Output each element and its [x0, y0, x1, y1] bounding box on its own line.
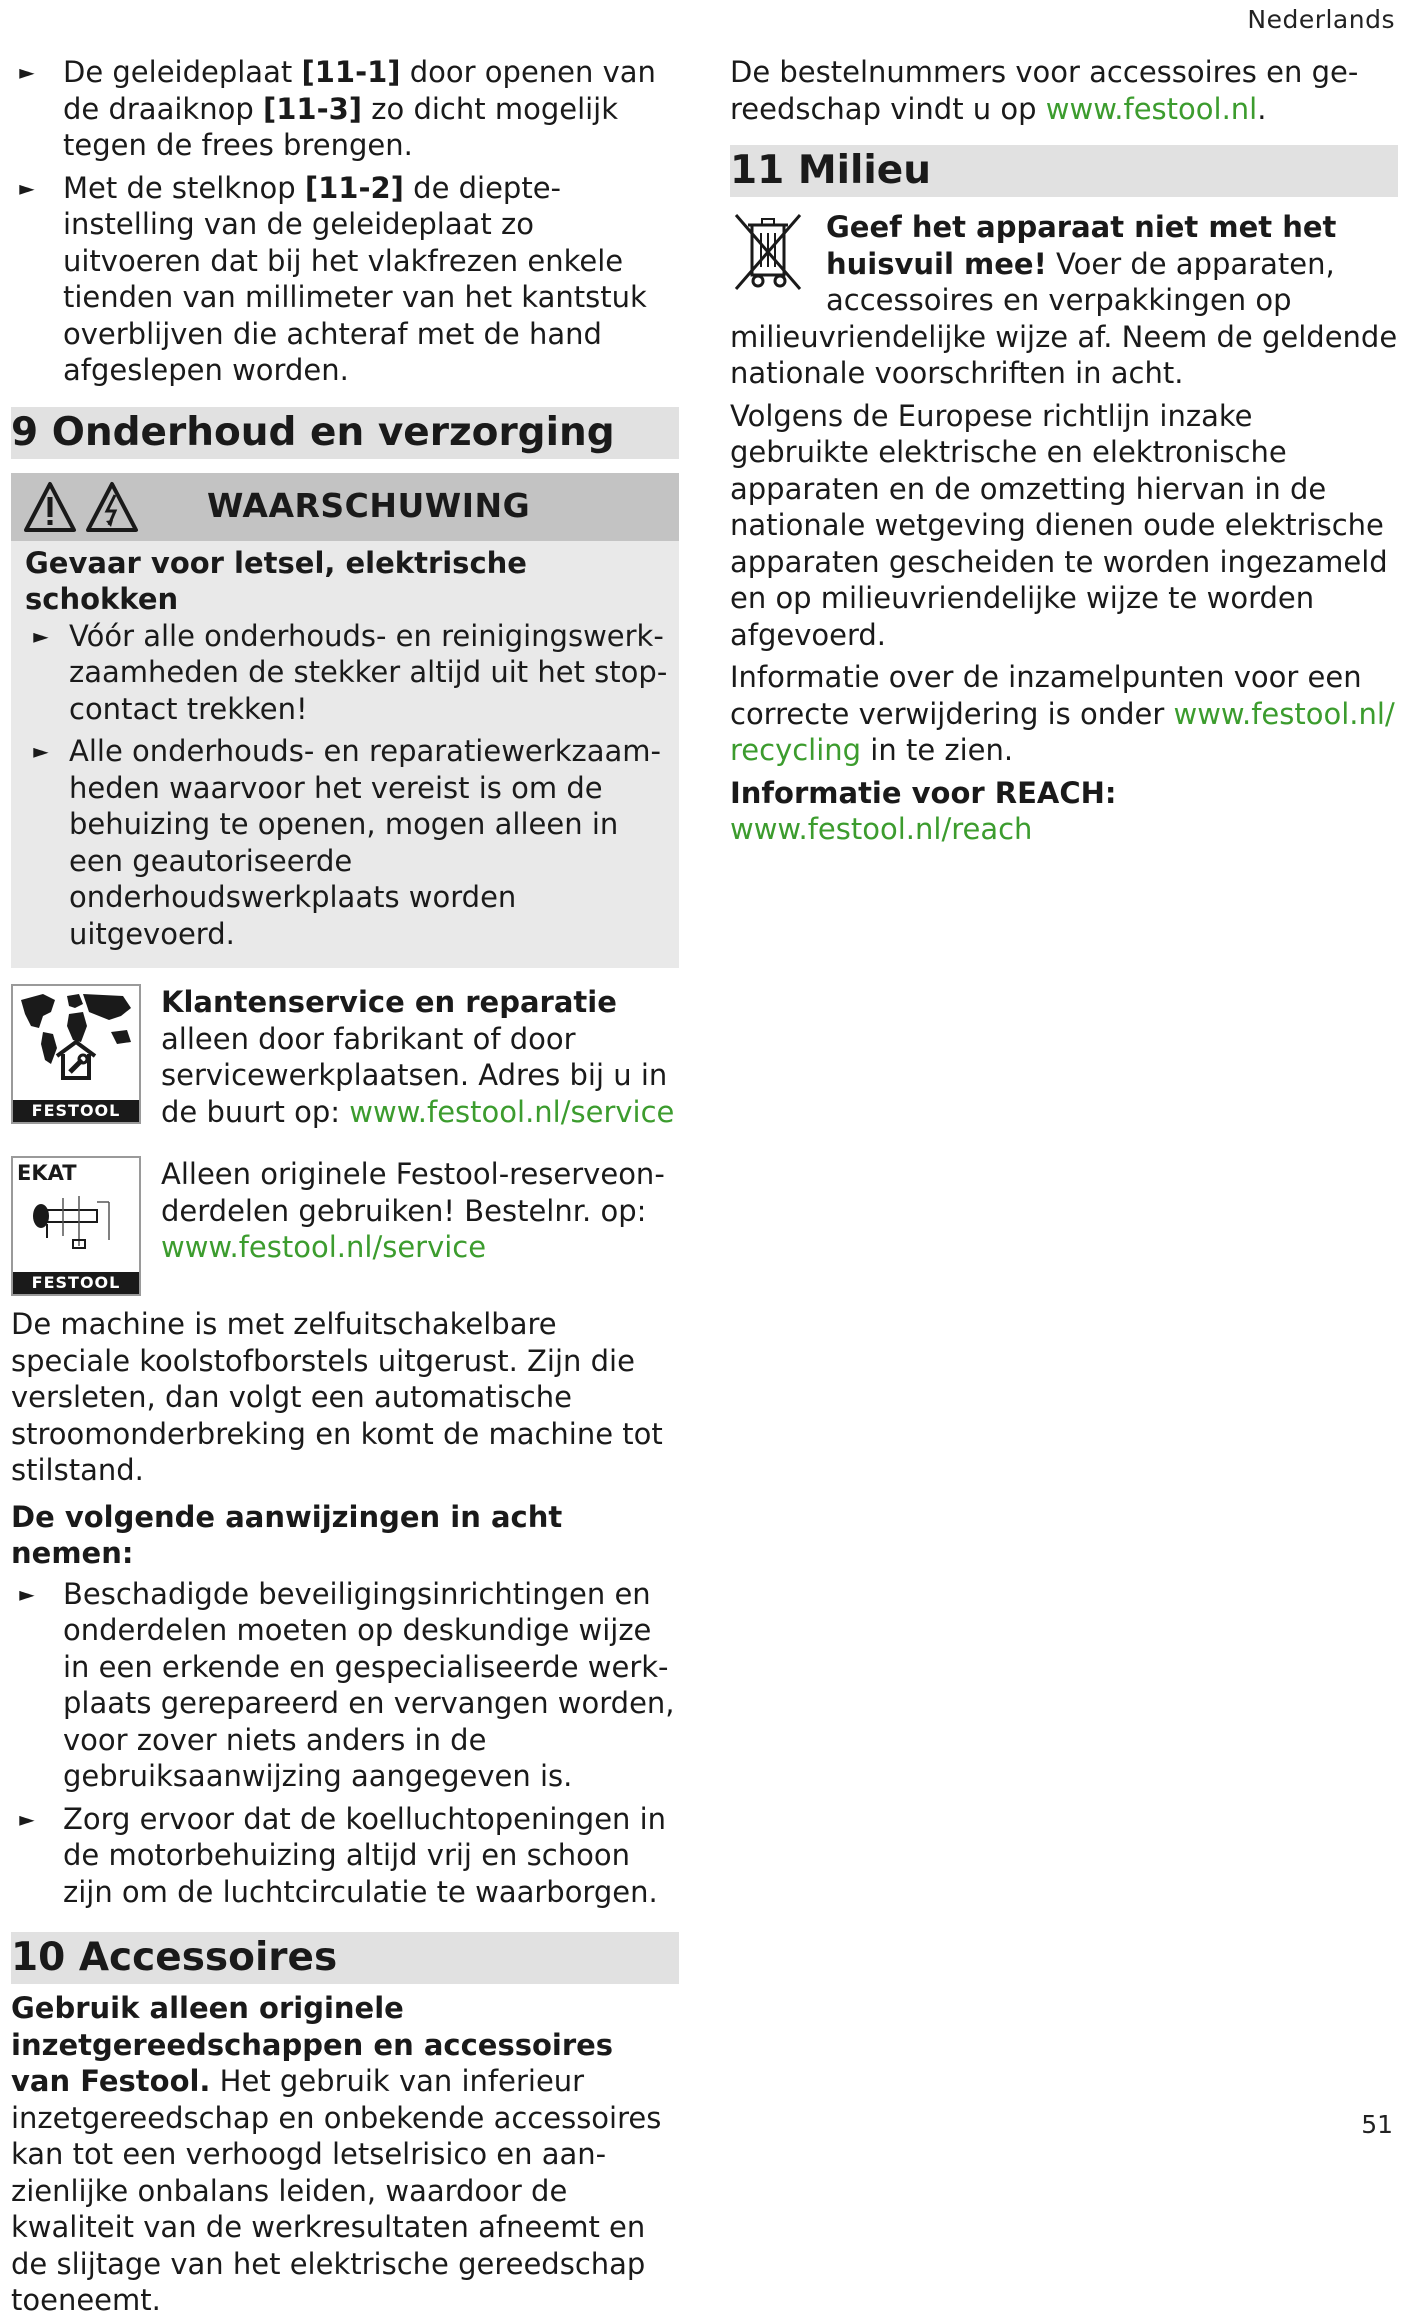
service-block	[11, 984, 679, 1130]
page-number: 51	[1361, 2110, 1393, 2139]
list-item	[25, 733, 679, 952]
directive-paragraph: Volgens de Europese richtlijn inzake gebruikte elektrische en elektronische apparaten en de omzetting hiervan in de nationale wetgeving dienen oude elektrische apparaten gescheiden te worden ingezameld en op milieuvriendelijke wijze te worden afgevoerd.	[730, 398, 1388, 652]
bullet-text: Zorg ervoor dat de koelluchtopeningen in de motorbehuizing altijd vrij en schoon zijn om de luchtcirculatie te waarborgen.	[63, 1801, 667, 1909]
bullet-text: door openen van de draaiknop	[63, 55, 656, 126]
notes-heading: De volgende aanwijzingen in acht nemen:	[11, 1499, 563, 1570]
bullet-text: de diepte-instelling van de geleideplaat zo uitvoeren dat bij het vlakfrezen enkele tienden van millimeter van het kantstuk overblijven die achteraf met de hand afgeslepen worden.	[63, 170, 647, 387]
arrow-bullet-icon: ►	[19, 1581, 35, 1606]
bullet-text: Beschadigde beveiligingsinrichtingen en onderdelen moeten op deskundige wijze in een erkende en gespecialiseerde werkplaats gerepareerd en vervangen worden, voor zover niets anders in de gebruiksaanwijzing aangegeven is.	[63, 1576, 675, 1793]
electric-shock-icon	[85, 481, 139, 533]
order-numbers-paragraph: De bestelnummers voor accessoires en gereedschap vindt u op www.festool.nl.	[730, 55, 1359, 126]
reach-link[interactable]: www.festool.nl/reach	[730, 812, 1033, 846]
bullet-text: zo dicht mogelijk tegen de frees brengen.	[63, 91, 619, 162]
reach-paragraph: Informatie voor REACH: www.festool.nl/reach	[730, 775, 1117, 846]
ekat-block	[11, 1156, 679, 1296]
list-item	[25, 618, 679, 728]
list-item	[11, 1576, 679, 1795]
service-link[interactable]: www.festool.nl/service	[349, 1094, 675, 1129]
list-item	[11, 170, 679, 389]
festool-link[interactable]: www.festool.nl	[1045, 91, 1258, 126]
accessories-paragraph: Gebruik alleen originele inzetgereedschappen en accessoires van Festool. Het gebruik van inferieur inzetgereedschap en onbekende accessoires kan tot een verhoogd letselrisico en aanzienlijke onbalans leiden, waardoor de kwaliteit van de werkresultaten afneemt en de slijtage van het elektrische gereedschap toeneemt.	[11, 1991, 662, 2317]
warning-triangle-icon	[23, 481, 77, 533]
warning-bullet-list	[11, 618, 679, 953]
intro-bullet-list	[11, 54, 679, 389]
ekat-text: Alleen originele Festool-reserveonderdelen gebruiken! Bestelnr. op: www.festool.nl/service	[161, 1157, 665, 1264]
festool-brand-label: FESTOOL	[13, 1272, 139, 1294]
warning-subtitle: Gevaar voor letsel, elektrische schokken	[25, 545, 527, 616]
right-column	[730, 54, 1398, 848]
brushes-paragraph: De machine is met zelfuitschakelbare speciale koolstofborstels uitgerust. Zijn die versleten, dan volgt een automatische stroomonderbreking en komt de machine tot stilstand.	[11, 1307, 663, 1487]
list-item	[11, 54, 679, 164]
ekat-link[interactable]: www.festool.nl/service	[161, 1230, 487, 1264]
section-10-title: 10 Accessoires	[11, 1932, 679, 1984]
disposal-block	[730, 209, 1398, 392]
bullet-text: De geleideplaat	[63, 55, 302, 89]
arrow-bullet-icon: ►	[19, 1806, 35, 1831]
part-reference: [11-3]	[262, 91, 363, 126]
ekat-icon	[11, 1156, 141, 1296]
arrow-bullet-icon: ►	[19, 175, 35, 200]
arrow-bullet-icon: ►	[19, 60, 35, 84]
service-icon	[11, 984, 141, 1124]
recycling-link[interactable]: www.festool.nl/ recycling	[730, 696, 1395, 767]
section-9-title: 9 Onderhoud en verzorging	[11, 407, 679, 459]
bullet-text: Vóór alle onderhouds- en reinigingswerkzaamheden de stekker altijd uit het stopcontact trekken!	[69, 618, 668, 726]
world-map-icon	[13, 986, 139, 1100]
list-item	[11, 1801, 679, 1911]
arrow-bullet-icon: ►	[33, 623, 49, 648]
left-column	[11, 54, 679, 2319]
section-11-title: 11 Milieu	[730, 145, 1398, 197]
warning-title: WAARSCHUWING	[207, 486, 531, 526]
bullet-text: Alle onderhouds- en reparatiewerkzaamheden waarvoor het vereist is om de behuizing te openen, mogen alleen in een geautoriseerde onderhoudswerkplaats worden uitgevoerd.	[69, 734, 661, 951]
service-text: Klantenservice en reparatie alleen door fabrikant of door servicewerkplaatsen. Adres bij u in de buurt op: www.festool.nl/service	[161, 985, 675, 1129]
warning-header	[11, 473, 679, 541]
festool-brand-label: FESTOOL	[13, 1100, 139, 1122]
page-language: Nederlands	[1247, 5, 1395, 34]
disposal-text: Geef het apparaat niet met het huisvuil mee! Voer de apparaten, accessoires en verpakkingen op milieuvriendelijke wijze af. Neem de geldende nationale voorschriften in acht.	[730, 210, 1398, 390]
crossed-bin-icon	[730, 211, 806, 293]
part-reference: [11-2]	[304, 170, 404, 205]
ekat-label: EKAT	[17, 1161, 77, 1185]
notes-bullet-list	[11, 1576, 679, 1911]
part-reference: [11-1]	[301, 55, 401, 89]
bullet-text: Met de stelknop	[63, 170, 305, 205]
collection-points-paragraph: Informatie over de inzamelpunten voor een correcte verwijdering is onder www.festool.nl/ recycling in te zien.	[730, 660, 1395, 767]
arrow-bullet-icon: ►	[33, 739, 49, 763]
warning-box	[11, 473, 679, 969]
